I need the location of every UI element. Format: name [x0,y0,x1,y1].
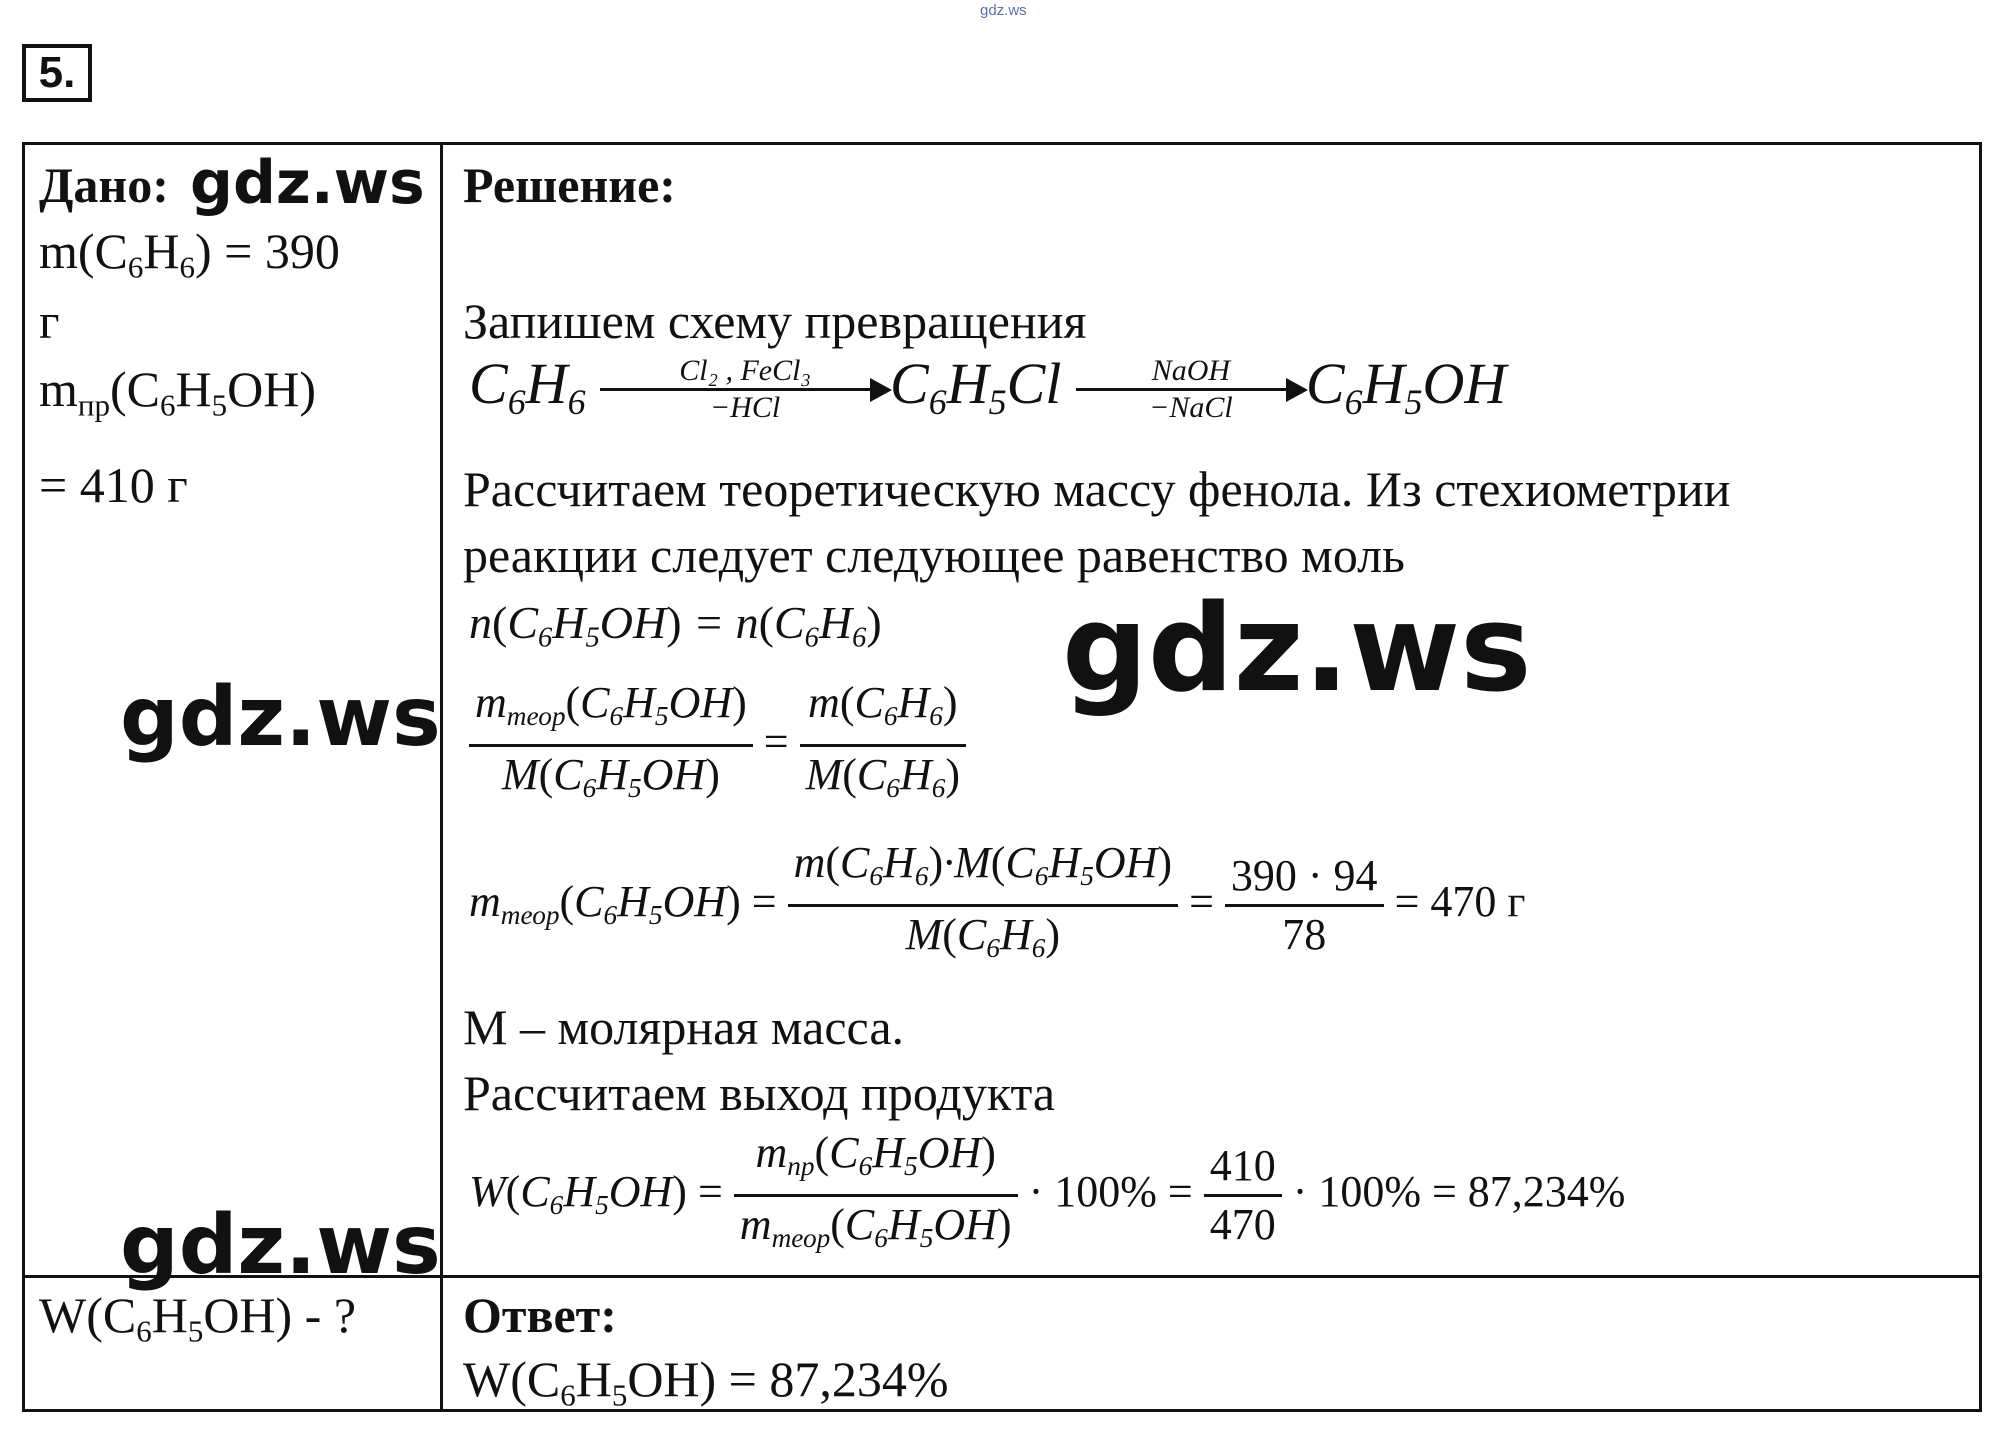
solution-header: Решение: [463,157,676,213]
theoretical-mass-equation: $m_{теор}(C_6H_5OH)$ = $\frac{m(C_6H_6)\cdot M(C_6H_5OH)}{M(C_6H_6)}$ = $\frac{390 \cdot 94}{78}$ = 470 г [469,835,1525,976]
ratio-equation: $\frac{m_{теор}(C_6H_5OH)}{M(C_6H_5OH)}$ = $\frac{m(C_6H_6)}{M(C_6H_6)}$ [469,675,966,816]
given-mass-benzene: $m(C_6H_6) = 390$ [39,223,340,285]
theory-line-1: Рассчитаем теоретическую массу фенола. Из стехиометрии [463,461,1731,517]
given-mass-benzene-unit: г [39,293,60,349]
yield-text: Рассчитаем выход продукта [463,1065,1056,1121]
top-watermark: gdz.ws [980,2,1027,19]
mole-equality: $n(C_6H_5OH) = n(C_6H_6)$ [469,597,882,654]
answer-header: Ответ: [463,1287,617,1343]
reaction-arrow-1: Cl₂ , FeCl₃ −HCl [600,354,890,425]
given-header: Дано: [39,157,169,213]
watermark-left: gdz.ws [120,670,441,765]
watermark-given: gdz.ws [190,148,425,218]
scheme-text: Запишем схему превращения [463,293,1087,349]
molar-mass-note: M – молярная масса. [463,999,905,1055]
watermark-center: gdz.ws [1062,580,1532,719]
theory-line-2: реакции следует следующее равенство моль [463,527,1405,583]
given-mass-practical: $m_{пр}(C_6H_5OH)$ [39,361,316,423]
watermark-bottom: gdz.ws [120,1198,441,1293]
yield-equation: $W(C_6H_5OH)$ = $\frac{m_{пр}(C_6H_5OH)}{m_{теор}(C_6H_5OH)}$ · 100% = $\frac{410}{470}$ · 100% = 87,234% [469,1125,1625,1266]
reaction-scheme: $C_6H_6$ Cl₂ , FeCl₃ −HCl $C_6H_5Cl$ NaOH −NaCl $C_6H_5OH$ [469,351,1507,425]
given-mass-practical-value: = 410 г [39,457,188,513]
task-number-box: 5. [22,44,92,102]
reaction-arrow-2: NaOH −NaCl [1076,354,1306,425]
answer-value: $W(C_6H_5OH) = 87,234\%$ [463,1351,949,1413]
find-quantity: $W(C_6H_5OH)$ - ? [39,1287,357,1349]
